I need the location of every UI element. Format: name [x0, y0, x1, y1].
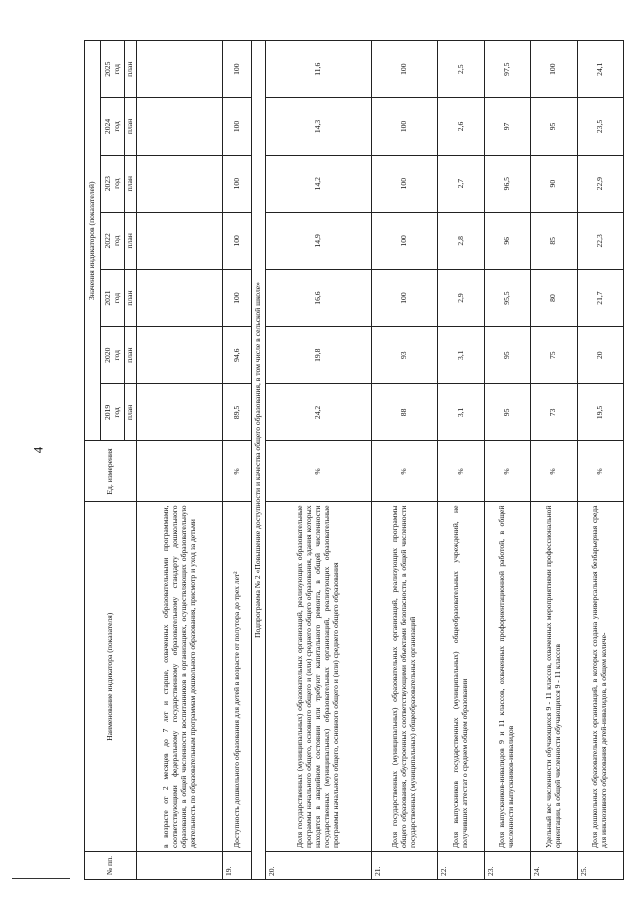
- indicator-value: 11,6: [265, 41, 371, 98]
- indicator-unit: %: [223, 441, 252, 502]
- indicator-value: [137, 384, 223, 441]
- year-label: 2022: [102, 233, 112, 249]
- table-row: [531, 41, 577, 880]
- header-num: № пп.: [85, 852, 137, 880]
- table-row: [577, 41, 623, 880]
- indicator-value: 100: [223, 98, 252, 155]
- header-plan: план: [125, 384, 137, 441]
- indicators-table: [84, 40, 624, 880]
- indicator-value: 2,6: [438, 98, 484, 155]
- row-number: 25.: [577, 852, 623, 880]
- indicator-name: в возрасте от 2 месяцев до 7 лет и старше, охваченных образовательными программами, соответствующими федеральному государственному образовательному стандарту дошкольного образования, в общей численности воспитанников в организациях, осуществляющих образовательную деятельность по образовательным программам дошкольного образования, присмотр и уход за детьми: [137, 502, 223, 852]
- table-row: [371, 41, 437, 880]
- indicator-unit: %: [577, 441, 623, 502]
- indicator-unit: %: [484, 441, 530, 502]
- indicator-value: 24,1: [577, 41, 623, 98]
- indicator-value: 3,1: [438, 327, 484, 384]
- row-number: [137, 852, 223, 880]
- year-unit-label: год: [111, 178, 121, 189]
- header-year-2025: [101, 41, 125, 98]
- indicator-value: 94,6: [223, 327, 252, 384]
- indicator-value: 2,9: [438, 269, 484, 326]
- indicator-value: 100: [223, 41, 252, 98]
- indicator-value: 21,7: [577, 269, 623, 326]
- subprogram-title: Подпрограмма № 2 «Повышение доступности и качества общего образования, в том числе в сельской школе»: [251, 41, 265, 880]
- indicator-value: 100: [223, 212, 252, 269]
- indicator-unit: %: [265, 441, 371, 502]
- indicator-name: Удельный вес численности обучающихся 9 - 11 классов, охваченных мероприятиями профессиональной ориентации, в общей численности обучающихся 9 - 11 классов: [531, 502, 577, 852]
- indicator-value: 90: [531, 155, 577, 212]
- indicator-value: 14,9: [265, 212, 371, 269]
- row-number: 19.: [223, 852, 252, 880]
- indicator-value: 14,3: [265, 98, 371, 155]
- indicator-value: 100: [223, 269, 252, 326]
- indicator-value: 100: [371, 155, 437, 212]
- indicator-value: 97: [484, 98, 530, 155]
- year-unit-label: год: [111, 350, 121, 361]
- indicator-value: [137, 41, 223, 98]
- indicator-unit: %: [438, 441, 484, 502]
- indicator-name: Доступность дошкольного образования для детей в возрасте от полутора до трех лет²: [223, 502, 252, 852]
- indicator-value: 95,5: [484, 269, 530, 326]
- header-year-2021: [101, 269, 125, 326]
- header-plan: план: [125, 41, 137, 98]
- rotated-table-wrapper: [84, 40, 624, 880]
- header-unit: Ед. измерения: [85, 441, 137, 502]
- year-label: 2025: [102, 61, 112, 77]
- year-unit-label: год: [111, 64, 121, 75]
- year-label: 2021: [102, 290, 112, 306]
- year-unit-label: год: [111, 292, 121, 304]
- year-label: 2024: [102, 118, 112, 135]
- indicator-value: 100: [223, 155, 252, 212]
- year-unit-label: год: [111, 407, 121, 418]
- indicator-unit: [137, 441, 223, 502]
- indicator-value: 75: [531, 327, 577, 384]
- indicator-name: Доля выпускников-инвалидов 9 и 11 классов, охваченных профориентационной работой, в общей численности выпускников-инвалидов: [484, 502, 530, 852]
- indicator-value: [137, 269, 223, 326]
- indicator-value: 2,8: [438, 212, 484, 269]
- indicator-value: 95: [484, 327, 530, 384]
- indicator-value: 95: [484, 384, 530, 441]
- indicator-value: 85: [531, 212, 577, 269]
- indicator-value: 100: [371, 269, 437, 326]
- indicator-value: 22,9: [577, 155, 623, 212]
- row-number: 24.: [531, 852, 577, 880]
- indicator-value: 93: [371, 327, 437, 384]
- indicator-value: 100: [371, 212, 437, 269]
- page-number: 4: [30, 446, 46, 454]
- indicator-value: 23,5: [577, 98, 623, 155]
- indicator-value: 89,5: [223, 384, 252, 441]
- indicator-name: Доля государственных (муниципальных) образовательных организаций, реализующих образовательные программы начального общего, основного общего и (или) среднего общего образования, здания которых находятся в аварийном состоянии или требуют капитального ремонта, в общей численности государственных (муниципальных) образовательных организаций, реализующих образовательные программы начального общего, основного общего и (или) среднего общего образования: [265, 502, 371, 852]
- indicator-value: 97,5: [484, 41, 530, 98]
- indicator-value: 14,2: [265, 155, 371, 212]
- indicator-value: 100: [371, 41, 437, 98]
- table-row: [265, 41, 371, 880]
- table-row: [137, 41, 223, 880]
- year-unit-label: год: [111, 121, 121, 132]
- indicator-value: 96: [484, 212, 530, 269]
- indicator-value: 95: [531, 98, 577, 155]
- indicator-value: [137, 327, 223, 384]
- indicator-value: 96,5: [484, 155, 530, 212]
- indicator-value: 20: [577, 327, 623, 384]
- row-number: 21.: [371, 852, 437, 880]
- indicator-value: 19,8: [265, 327, 371, 384]
- indicator-value: 22,3: [577, 212, 623, 269]
- footnote-separator: [12, 878, 70, 879]
- indicator-value: 19,5: [577, 384, 623, 441]
- header-year-2023: [101, 155, 125, 212]
- indicator-value: 100: [531, 41, 577, 98]
- year-label: 2020: [102, 347, 112, 363]
- indicator-value: [137, 98, 223, 155]
- year-label: 2023: [102, 176, 112, 192]
- row-number: 20.: [265, 852, 371, 880]
- indicator-value: 2,5: [438, 41, 484, 98]
- row-number: 22.: [438, 852, 484, 880]
- header-values: Значения индикаторов (показателей): [85, 41, 101, 442]
- header-year-2022: [101, 212, 125, 269]
- indicator-value: [137, 212, 223, 269]
- header-plan: план: [125, 98, 137, 155]
- indicator-value: 88: [371, 384, 437, 441]
- year-label: 2019: [102, 404, 112, 420]
- header-name: Наименование индикатора (показателя): [85, 502, 137, 852]
- header-year-2024: [101, 98, 125, 155]
- indicator-value: 2,7: [438, 155, 484, 212]
- indicator-unit: %: [371, 441, 437, 502]
- indicator-value: 24,2: [265, 384, 371, 441]
- row-number: 23.: [484, 852, 530, 880]
- indicator-name: Доля дошкольных образовательных организаций, в которых создана универсальная безбарьерная среда для инклюзивного образования детей-инвалидов, в общем количе-: [577, 502, 623, 852]
- header-year-2019: [101, 384, 125, 441]
- subprogram-row: [251, 41, 265, 880]
- indicator-name: Доля государственных (муниципальных) образовательных организаций, реализующих программы общего образования, обустроенных соответствующими объектами безопасности, в общей численности государственных (муниципальных) общеобразовательных организаций: [371, 502, 437, 852]
- indicator-value: [137, 155, 223, 212]
- indicator-name: Доля выпускников государственных (муниципальных) общеобразовательных учреждений, не получивших аттестат о среднем общем образовании: [438, 502, 484, 852]
- indicator-value: 3,1: [438, 384, 484, 441]
- indicator-unit: %: [531, 441, 577, 502]
- year-unit-label: год: [111, 235, 121, 247]
- header-plan: план: [125, 155, 137, 212]
- indicator-value: 16,6: [265, 269, 371, 326]
- table-row: [223, 41, 252, 880]
- header-plan: план: [125, 212, 137, 269]
- header-plan: план: [125, 269, 137, 326]
- indicator-value: 80: [531, 269, 577, 326]
- indicator-value: 100: [371, 98, 437, 155]
- header-plan: план: [125, 327, 137, 384]
- indicator-value: 73: [531, 384, 577, 441]
- table-row: [484, 41, 530, 880]
- table-row: [438, 41, 484, 880]
- header-year-2020: [101, 327, 125, 384]
